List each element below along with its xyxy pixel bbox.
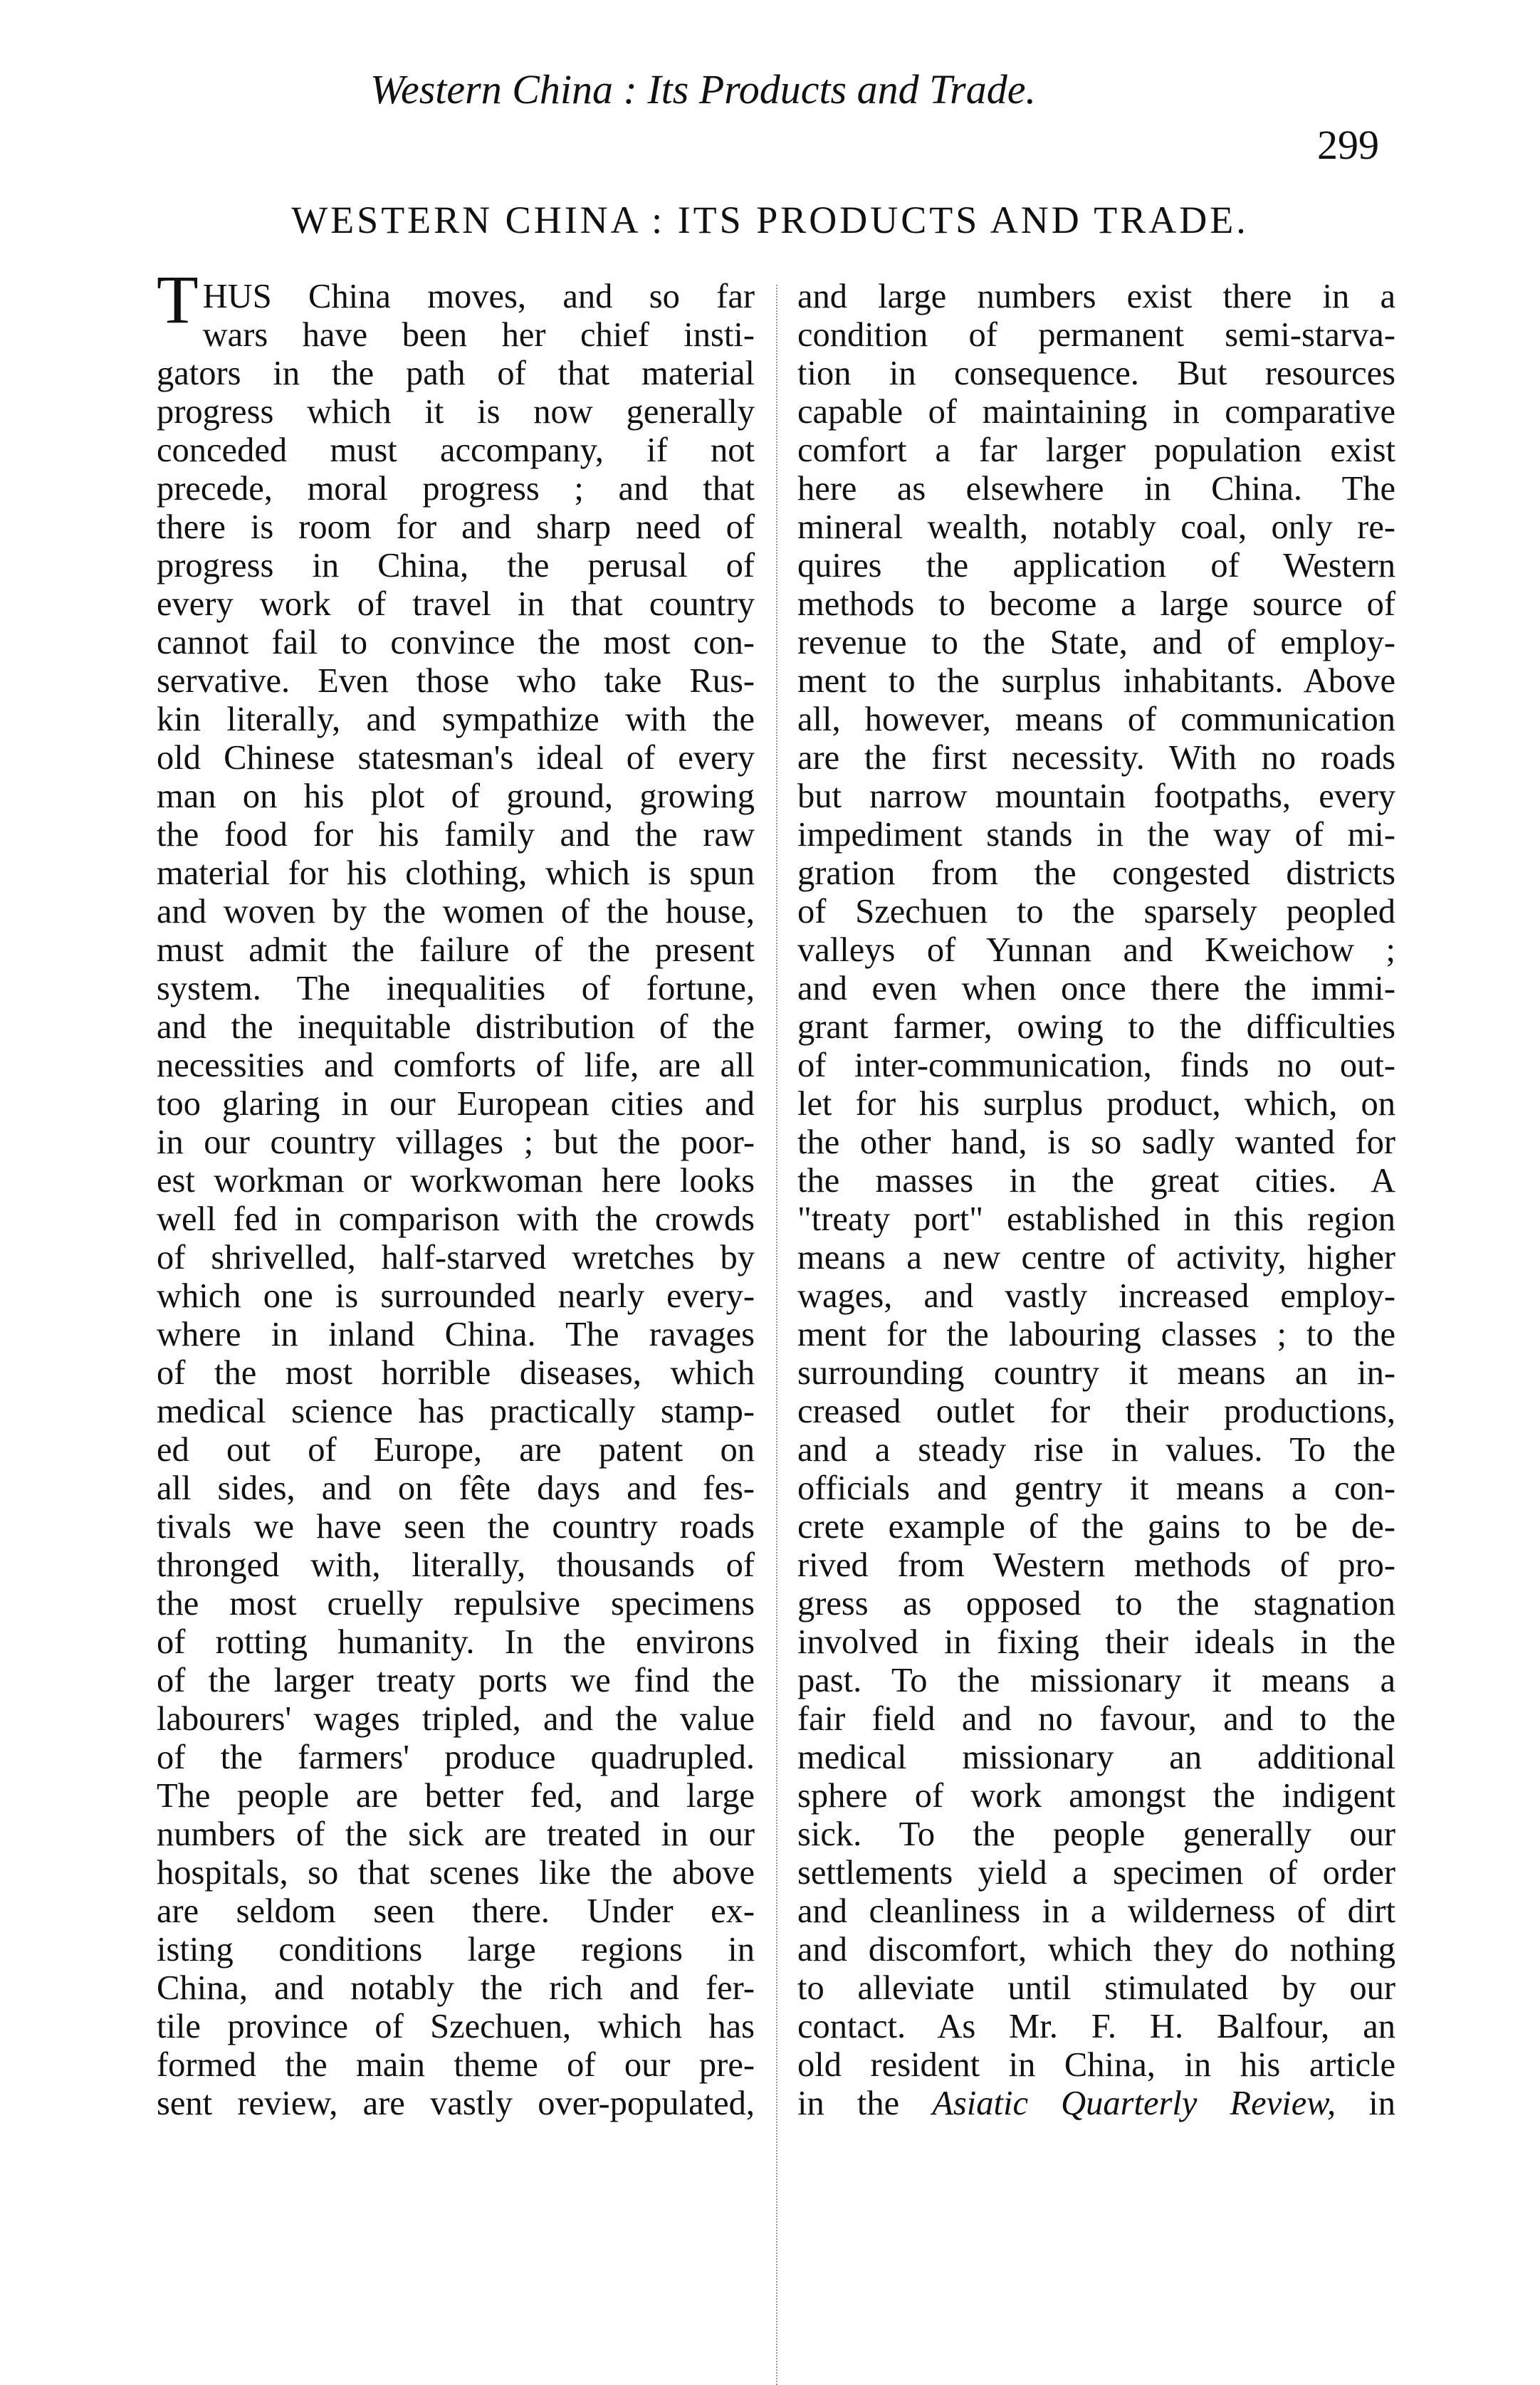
text-line [157,1123,755,1162]
text-line [157,1931,755,1969]
text-line [157,2008,755,2046]
text-line: "treaty port" established in this region [797,1200,1395,1238]
text-line-content: servative. Even those who take Rus- [157,662,755,700]
text-line: past. To the missionary it means a [797,1662,1395,1699]
text-line [157,585,755,624]
text-line: comfort a far larger population exist [797,431,1395,469]
text-line-content: kin literally, and sympathize with the [157,701,755,738]
text-line [157,1162,755,1200]
text-line-content: all sides, and on fête days and fes- [157,1469,755,1507]
text-line: mineral wealth, notably coal, only re- [797,508,1395,546]
text-line-content: well fed in comparison with the crowds [157,1200,755,1238]
text-line [157,1815,755,1854]
text-line: sphere of work amongst the indigent [797,1777,1395,1815]
text-line-content: and the inequitable distribution of the [157,1008,755,1046]
text-line [157,739,755,777]
text-line: tion in consequence. But resources [797,355,1395,392]
text-line-content: gators in the path of that material [157,355,755,392]
text-line: and a steady rise in values. To the [797,1431,1395,1469]
text-line [157,470,755,508]
text-line-content: which one is surrounded nearly every- [157,1277,755,1315]
text-line-content: labourers' wages tripled, and the value [157,1700,755,1738]
text-line: creased outlet for their productions, [797,1393,1395,1430]
text-line-content: of the most horrible diseases, which [157,1354,755,1392]
running-title: Western China : Its Products and Trade. [370,66,1036,112]
text-line: all, however, means of communication [797,701,1395,738]
text-line-content: of rotting humanity. In the environs [157,1623,755,1661]
text-line-content: old Chinese statesman's ideal of every [157,739,755,777]
text-line: fair field and no favour, and to the [797,1700,1395,1738]
text-line: contact. As Mr. F. H. Balfour, an [797,2008,1395,2045]
text-line-content: isting conditions large regions in [157,1931,755,1969]
text-line: revenue to the State, and of employ- [797,624,1395,661]
text-line: officials and gentry it means a con- [797,1469,1395,1507]
text-line [157,1085,755,1123]
text-line [157,1546,755,1585]
text-line-content: China, and notably the rich and fer- [157,1969,755,2007]
text-line-content: the food for his family and the raw [157,816,755,854]
text-line [157,1892,755,1931]
text-line-content: of the farmers' produce quadrupled. [157,1739,755,1776]
text-line [157,1585,755,1623]
text-line [157,624,755,662]
text-line: crete example of the gains to be de- [797,1508,1395,1546]
text-line-content: in our country villages ; but the poor- [157,1123,755,1161]
text-line-content: tivals we have seen the country roads [157,1508,755,1546]
text-line: and cleanliness in a wilderness of dirt [797,1892,1395,1930]
text-line: medical missionary an additional [797,1739,1395,1776]
text-line-content: are seldom seen there. Under ex- [157,1892,755,1930]
text-line: ment to the surplus inhabitants. Above [797,662,1395,700]
text-line [157,1508,755,1546]
text-line: rived from Western methods of pro- [797,1546,1395,1584]
text-line: the masses in the great cities. A [797,1162,1395,1200]
text-line [157,1700,755,1739]
text-line: quires the application of Western [797,547,1395,585]
text-line [157,1239,755,1277]
text-line-content: medical science has practically stamp- [157,1393,755,1430]
text-line [157,662,755,701]
text-line [157,393,755,431]
text-line-suffix: in [1336,2085,1395,2122]
text-line: grant farmer, owing to the difficulties [797,1008,1395,1046]
drop-cap: T [157,261,199,337]
text-line [157,1969,755,2008]
text-line [157,355,755,393]
text-line: sick. To the people generally our [797,1815,1395,1853]
text-line-content: numbers of the sick are treated in our [157,1815,755,1853]
left-column [157,261,755,2123]
text-line-content: must admit the failure of the present [157,931,755,969]
text-line-content: progress in China, the perusal of [157,547,755,585]
text-line-content: necessities and comforts of life, are all [157,1047,755,1084]
text-line: and large numbers exist there in a [797,278,1395,315]
text-line [157,2085,755,2123]
text-line-content: The people are better fed, and large [157,1777,755,1815]
text-line: capable of maintaining in comparative [797,393,1395,431]
text-line [157,316,755,355]
text-line-content: the most cruelly repulsive specimens [157,1585,755,1623]
text-line-prefix: in the [797,2085,933,2122]
text-line [157,2046,755,2085]
journal-title: Asiatic Quarterly Review, [932,2085,1336,2122]
text-line: here as elsewhere in China. The [797,470,1395,508]
text-line-content: system. The inequalities of fortune, [157,970,755,1007]
text-line-content: every work of travel in that country [157,585,755,623]
text-line: and discomfort, which they do nothing [797,1931,1395,1969]
text-line [157,1662,755,1700]
text-line-content: conceded must accompany, if not [157,431,755,469]
text-line: involved in fixing their ideals in the [797,1623,1395,1661]
text-line [157,1277,755,1316]
text-line [157,1393,755,1431]
text-line: valleys of Yunnan and Kweichow ; [797,931,1395,969]
text-line [157,508,755,547]
text-line: gration from the congested districts [797,854,1395,892]
text-line: but narrow mountain footpaths, every [797,777,1395,815]
text-line-content: formed the main theme of our pre- [157,2046,755,2084]
text-line-content: of the larger treaty ports we find the [157,1662,755,1699]
text-line-content: est workman or workwoman here looks [157,1162,755,1200]
text-line [157,1739,755,1777]
text-line [157,931,755,970]
text-line-content: sent review, are vastly over-populated, [157,2085,755,2122]
text-line [157,816,755,854]
text-line-content: man on his plot of ground, growing [157,777,755,815]
text-line [157,701,755,739]
text-line-content: and woven by the women of the house, [157,893,755,931]
page-number: 299 [1317,122,1379,168]
text-line [157,1854,755,1892]
text-line-content: HUS China moves, and so far [202,278,755,315]
text-line: surrounding country it means an in- [797,1354,1395,1392]
text-line-content: there is room for and sharp need of [157,508,755,546]
right-column [797,278,1395,2123]
text-line-content: thronged with, literally, thousands of [157,1546,755,1584]
text-line: ment for the labouring classes ; to the [797,1316,1395,1353]
text-line [157,431,755,470]
text-line [157,547,755,585]
text-line: wages, and vastly increased employ- [797,1277,1395,1315]
text-line: of inter-communication, finds no out- [797,1047,1395,1084]
text-line-content: precede, moral progress ; and that [157,470,755,508]
text-line-content: of shrivelled, half-starved wretches by [157,1239,755,1277]
text-line-content: ed out of Europe, are patent on [157,1431,755,1469]
text-line-content: wars have been her chief insti- [202,316,755,354]
text-line [157,1354,755,1393]
text-line-content: progress which it is now generally [157,393,755,431]
text-line [157,893,755,931]
text-line: impediment stands in the way of mi- [797,816,1395,854]
text-line-content: where in inland China. The ravages [157,1316,755,1353]
text-line [157,1316,755,1354]
text-line [157,854,755,893]
text-line [157,1431,755,1469]
text-line [157,1200,755,1239]
text-line: means a new centre of activity, higher [797,1239,1395,1277]
text-line: gress as opposed to the stagnation [797,1585,1395,1623]
text-line [157,1623,755,1662]
text-line-content: material for his clothing, which is spun [157,854,755,892]
text-line: of Szechuen to the sparsely peopled [797,893,1395,931]
text-line [157,777,755,816]
text-line-content: hospitals, so that scenes like the above [157,1854,755,1892]
text-line: condition of permanent semi-starva- [797,316,1395,354]
text-line: the other hand, is so sadly wanted for [797,1123,1395,1161]
text-line [157,1008,755,1047]
text-line: let for his surplus product, which, on [797,1085,1395,1123]
text-line: methods to become a large source of [797,585,1395,623]
text-line: and even when once there the immi- [797,970,1395,1007]
text-line-content: too glaring in our European cities and [157,1085,755,1123]
article-title: WESTERN CHINA : ITS PRODUCTS AND TRADE. [291,199,1249,241]
text-line: old resident in China, in his article [797,2046,1395,2084]
text-line [157,1469,755,1508]
text-line [157,1777,755,1815]
text-line [157,1047,755,1085]
text-line-content: tile province of Szechuen, which has [157,2008,755,2045]
text-line: to alleviate until stimulated by our [797,1969,1395,2007]
text-line: settlements yield a specimen of order [797,1854,1395,1892]
text-line [797,2085,1395,2123]
column-divider [776,285,777,2385]
text-line-content: cannot fail to convince the most con- [157,624,755,661]
text-line [157,970,755,1008]
text-line: are the first necessity. With no roads [797,739,1395,777]
